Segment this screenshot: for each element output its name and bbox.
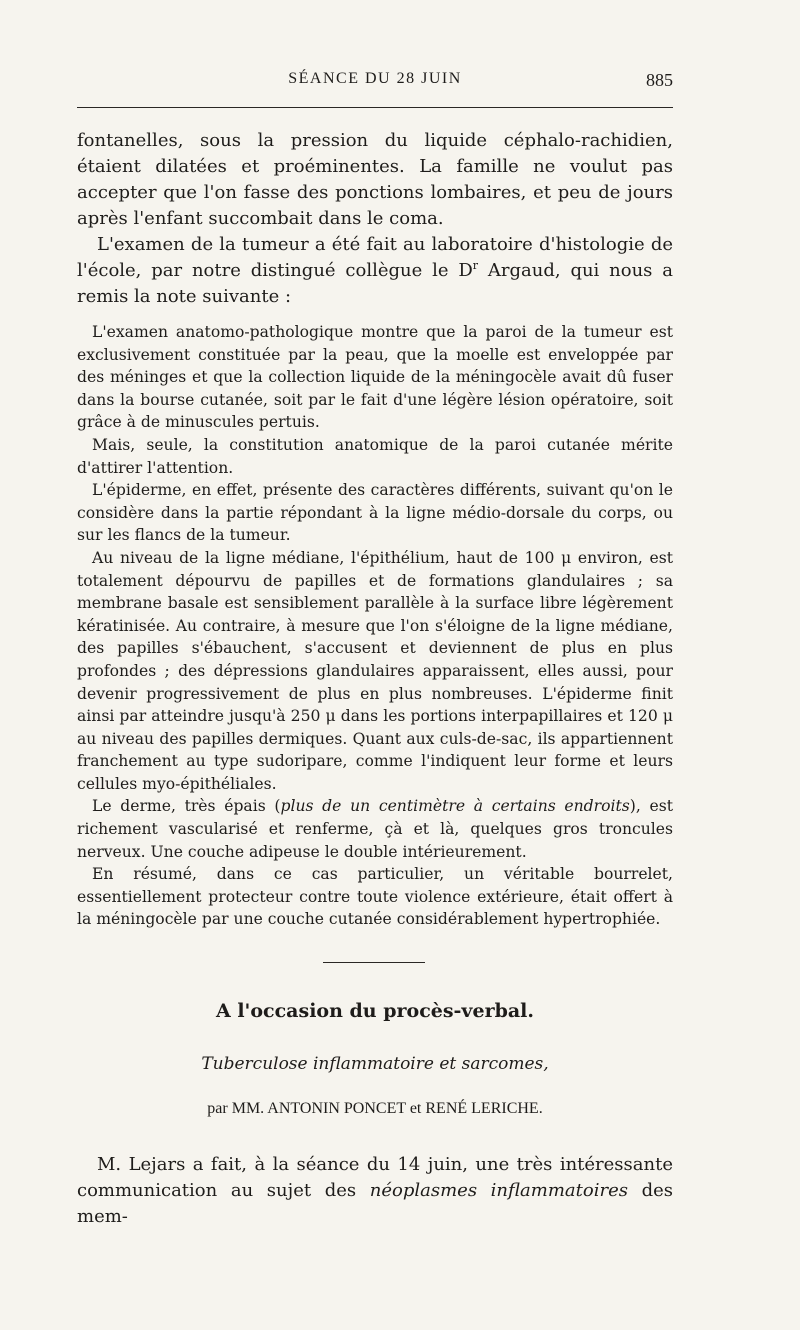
running-head: [77, 70, 673, 100]
note-paragraph-5: [77, 795, 673, 863]
intro-paragraph-2: [77, 232, 673, 310]
note-paragraph-6: En résumé, dans ce cas particulier, un véritable bourrelet, essentiellement protecteur contre toute violence extérieure, était offert à la méningocèle par une couche cutanée considérablement hypertrophiée.: [77, 865, 673, 929]
note-paragraph-3: L'épiderme, en effet, présente des caractères différents, suivant qu'on le considère dans la partie répondant à la ligne médio-dorsale du corps, ou sur les flancs de la tumeur.: [77, 481, 673, 545]
closing-paragraph-end: des mem-: [77, 1180, 673, 1227]
note-paragraph-2: Mais, seule, la constitution anatomique de la paroi cutanée mérite d'attirer l'attention.: [77, 435, 673, 477]
note-paragraph-5-end: ), est richement vascularisé et renferme, çà et là, quelques gros troncules nerveux. Une couche adipeuse le double intérieurement.: [77, 797, 674, 861]
header-rule: [77, 107, 673, 108]
closing-paragraph: [77, 1152, 673, 1230]
closing-paragraph-italic: néoplasmes inflammatoires: [369, 1180, 628, 1201]
closing-paragraph-start: M. Lejars a fait, à la séance du 14 juin, une très intéressante communication au sujet des: [77, 1154, 673, 1201]
article-authors: par MM. ANTONIN PONCET et RENÉ LERICHE.: [207, 1100, 543, 1117]
intro-paragraph-2-start: L'examen de la tumeur a été fait au laboratoire d'histologie de l'école, par notre distingué collègue le D: [77, 234, 673, 281]
note-paragraph-4: Au niveau de la ligne médiane, l'épithélium, haut de 100 μ environ, est totalement dépourvu de papilles et de formations glandulaires ; sa membrane basale est sensiblement parallèle à la surface libre légèrement kératinisée. Au contraire, à mesure que l'on s'éloigne de la ligne médiane, des papilles s'ébauchent, s'accusent et deviennent de plus en plus profondes ; des dépressions glandulaires apparaissent, elles aussi, pour devenir progressivement de plus en plus nombreuses. L'épiderme finit ainsi par atteindre jusqu'à 250 μ dans les portions interpapillaires et 120 μ au niveau des papilles dermiques. Quant aux culs-de-sac, ils appartiennent franchement au type sudoripare, comme l'indiquent leur forme et leurs cellules myo-épithéliales.: [77, 548, 673, 793]
histology-note: [77, 321, 673, 931]
section-divider: [323, 962, 425, 963]
intro-paragraph-2-end: Argaud, qui nous a remis la note suivante :: [77, 260, 673, 307]
page-number: 885: [646, 70, 673, 90]
intro-paragraph-1: fontanelles, sous la pression du liquide céphalo-rachidien, étaient dilatées et proéminentes. La famille ne voulut pas accepter que l'on fasse des ponctions lombaires, et peu de jours après l'enfant succombait dans le coma.: [77, 130, 673, 229]
closing-text: [77, 1152, 673, 1230]
note-paragraph-5-start: Le derme, très épais (: [92, 797, 281, 816]
doctor-superscript: r: [472, 259, 479, 272]
section-title: A l'occasion du procès-verbal.: [215, 1000, 535, 1022]
note-paragraph-1: L'examen anatomo-pathologique montre que la paroi de la tumeur est exclusivement constituée par la peau, que la moelle est enveloppée par des méninges et que la collection liquide de la méningocèle avait dû fuser dans la bourse cutanée, soit par le fait d'une légère lésion opératoire, soit grâce à de minuscules pertuis.: [77, 323, 673, 432]
article-subtitle: Tuberculose inflammatoire et sarcomes,: [201, 1054, 549, 1074]
running-head-title: SÉANCE DU 28 JUIN: [288, 70, 462, 87]
note-paragraph-5-italic: plus de un centimètre à certains endroits: [280, 797, 630, 816]
intro-text: [77, 128, 673, 310]
